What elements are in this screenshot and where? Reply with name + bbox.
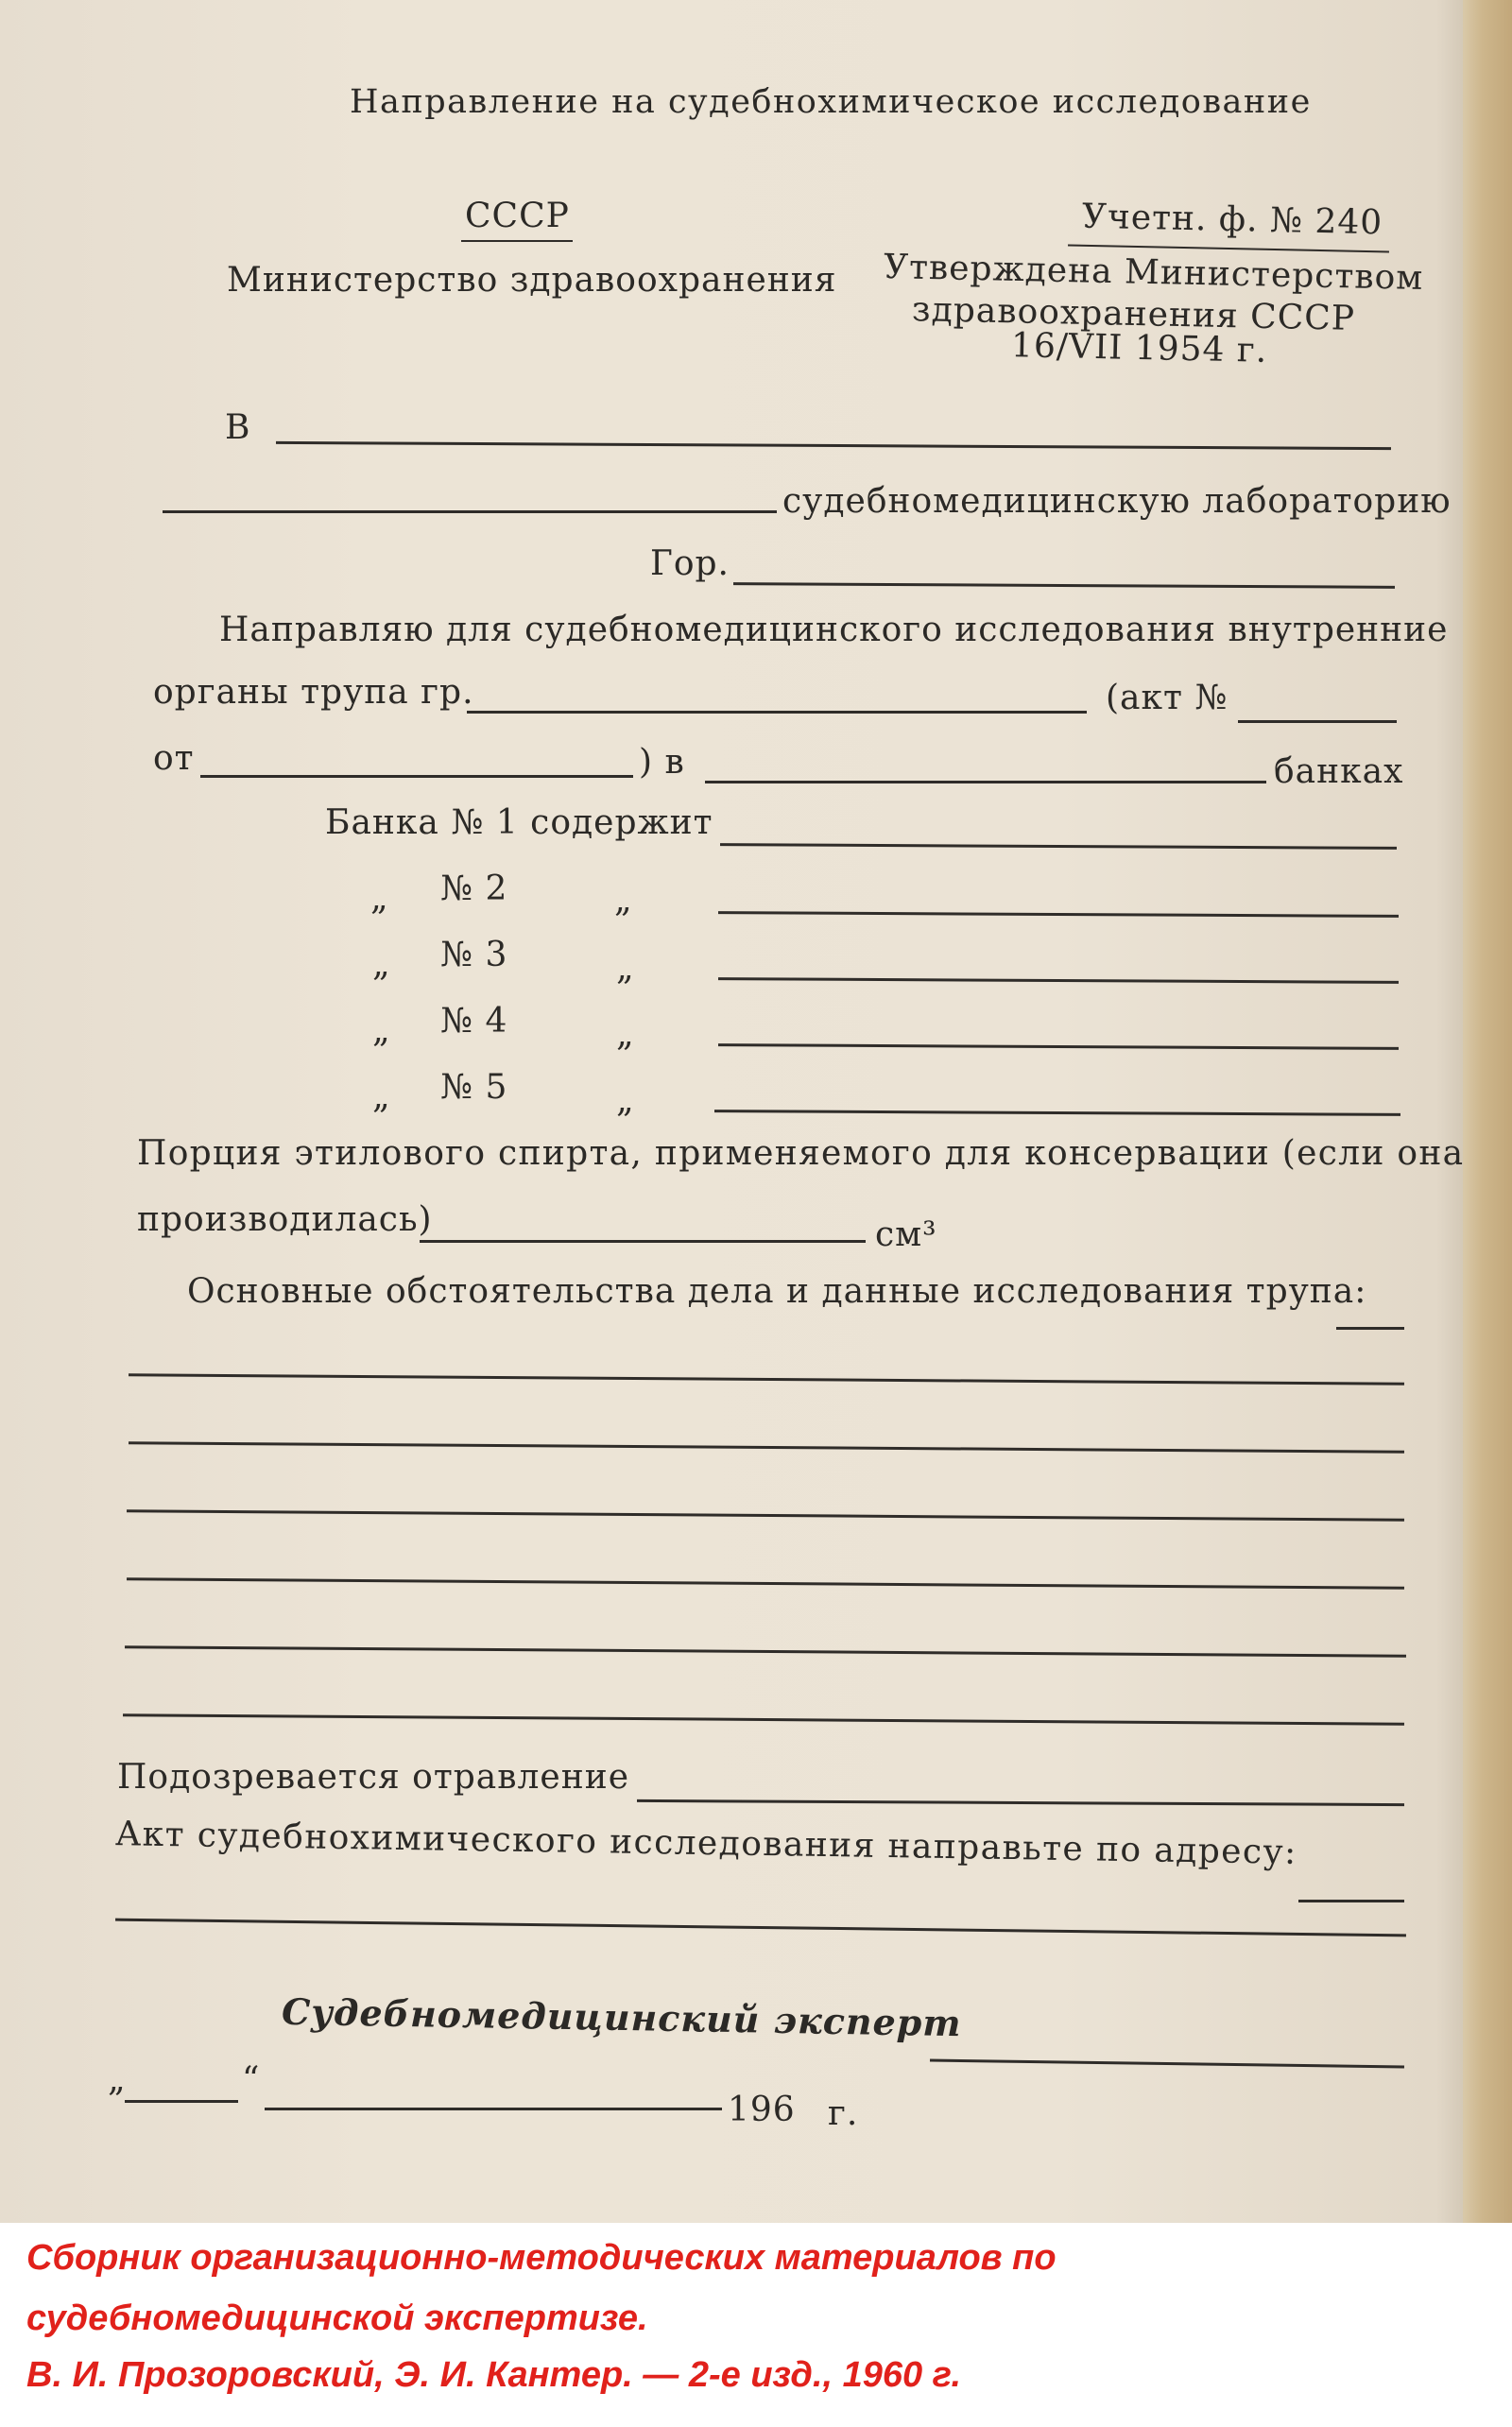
date-open-quote: „ <box>108 2060 127 2099</box>
expert-signature-line[interactable] <box>930 2058 1404 2068</box>
approved-line-2: здравоохранения СССР <box>911 290 1356 338</box>
caption-line-1: Сборник организационно-методических материалов по <box>26 2238 1057 2278</box>
date-month-line[interactable] <box>265 2108 722 2110</box>
caption-line-3: В. И. Прозоровский, Э. И. Кантер. — 2-е изд., 1960 г. <box>26 2355 962 2395</box>
ussr-underline <box>461 240 573 242</box>
approved-line-3: 16/VII 1954 г. <box>1010 326 1268 370</box>
alcohol-amount-line[interactable] <box>420 1240 866 1243</box>
in-label: ) в <box>639 743 685 782</box>
unit-label: см³ <box>875 1215 937 1254</box>
city-line[interactable] <box>733 582 1395 589</box>
form-title: Направление на судебнохимическое исследование <box>350 83 1312 121</box>
circumstances-line[interactable] <box>129 1373 1404 1385</box>
jar-5-label: № 5 <box>440 1068 508 1107</box>
ussr-label: СССР <box>465 197 570 235</box>
poison-label: Подозревается отравление <box>117 1758 629 1797</box>
circumstances-label: Основные обстоятельства дела и данные исследования трупа: <box>187 1272 1367 1311</box>
circumstances-line[interactable] <box>127 1509 1404 1521</box>
jar-ditto-right: „ <box>616 1081 635 1120</box>
send-act-label: Акт судебнохимического исследования направьте по адресу: <box>114 1815 1297 1872</box>
expert-label: Судебномедицинский эксперт <box>281 1989 962 2045</box>
act-label: (акт № <box>1106 679 1228 717</box>
jar-ditto-right: „ <box>616 949 635 988</box>
jar-2-label: № 2 <box>440 869 508 908</box>
jar-1-label: Банка № 1 содержит <box>325 803 713 842</box>
jar-ditto-right: „ <box>614 881 633 920</box>
jars-count-line[interactable] <box>705 781 1266 783</box>
circumstances-line[interactable] <box>127 1577 1404 1589</box>
page-edge <box>1463 0 1512 2223</box>
circumstances-line[interactable] <box>129 1441 1404 1453</box>
jars-label: банках <box>1274 752 1404 791</box>
city-label: Гор. <box>650 544 730 583</box>
alcohol-line-1: Порция этилового спирта, применяемого для консервации (если она <box>137 1134 1465 1173</box>
jar-3-line[interactable] <box>718 977 1399 984</box>
circumstances-line[interactable] <box>125 1645 1406 1657</box>
caption-line-2: судебномедицинской экспертизе. <box>26 2298 648 2338</box>
corpse-name-line[interactable] <box>467 711 1087 714</box>
to-line[interactable] <box>276 441 1391 450</box>
jar-4-label: № 4 <box>440 1002 508 1041</box>
date-close-quote: “ <box>242 2060 261 2099</box>
jar-ditto-left: „ <box>372 1077 391 1116</box>
year-label: 196 <box>728 2091 796 2129</box>
ministry-label: Министерство здравоохранения <box>227 261 837 300</box>
date-day-line[interactable] <box>125 2100 238 2103</box>
to-label: В <box>225 408 251 447</box>
send-address-line[interactable] <box>115 1919 1406 1937</box>
organs-label: органы трупа гр. <box>153 673 474 712</box>
jar-4-line[interactable] <box>718 1043 1399 1050</box>
act-number-line[interactable] <box>1238 720 1397 723</box>
jar-ditto-left: „ <box>372 1011 391 1050</box>
jar-3-label: № 3 <box>440 936 508 974</box>
jar-5-line[interactable] <box>714 1110 1400 1116</box>
poison-line[interactable] <box>637 1799 1404 1806</box>
send-address-line[interactable] <box>1298 1900 1404 1902</box>
lab-name-line[interactable] <box>163 510 777 513</box>
jar-ditto-left: „ <box>372 945 391 984</box>
jar-ditto-right: „ <box>616 1015 635 1054</box>
lab-label: судебномедицинскую лабораторию <box>782 482 1452 521</box>
circumstances-line[interactable] <box>1336 1327 1404 1330</box>
jar-2-line[interactable] <box>718 911 1399 918</box>
jar-ditto-left: „ <box>370 879 389 918</box>
jar-1-line[interactable] <box>720 843 1397 850</box>
circumstances-line[interactable] <box>123 1713 1404 1725</box>
form-number: Учетн. ф. № 240 <box>1081 197 1383 243</box>
alcohol-line-2: производилась) <box>137 1200 433 1239</box>
year-suffix: г. <box>828 2094 859 2133</box>
from-label: от <box>153 739 195 778</box>
send-line-1: Направляю для судебномедицинского исследования внутренние <box>219 611 1449 649</box>
date-from-line[interactable] <box>200 775 633 778</box>
approved-line-1: Утверждена Министерством <box>883 248 1424 298</box>
